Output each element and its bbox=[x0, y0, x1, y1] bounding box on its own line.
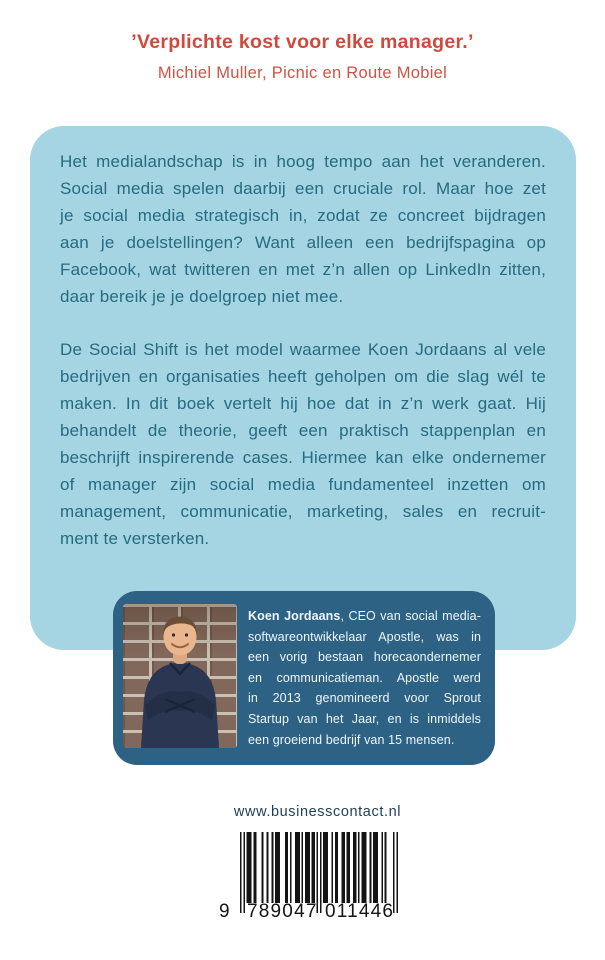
isbn-barcode bbox=[219, 832, 401, 924]
synopsis-paragraph-2 bbox=[60, 336, 546, 552]
publisher-website: www.businesscontact.nl bbox=[233, 804, 402, 820]
author-panel bbox=[113, 591, 495, 765]
isbn-group-1: 789047 bbox=[247, 901, 318, 922]
text-line: Het medialandschap is in hoog tempo aan het veranderen. bbox=[60, 152, 546, 171]
text-line: beschrijft inspirerende cases. Hiermee kan elke ondernemer bbox=[60, 448, 546, 467]
bio-line-first bbox=[248, 606, 481, 627]
text-line: aan je doelstellingen? Want alleen een bedrijfspagina op bbox=[60, 233, 546, 252]
text-line: een vorig bestaan horecaondernemer bbox=[248, 650, 481, 665]
text-line: of manager zijn social media fundamenteel inzetten om bbox=[60, 475, 546, 494]
text-line: softwareontwikkelaar Apostle, was in bbox=[248, 629, 481, 644]
text-line: Facebook, wat twitteren en met z’n allen op LinkedIn zitten, bbox=[60, 260, 546, 279]
text-line: behandelt de theorie, geeft een praktisch stappenplan en bbox=[60, 421, 546, 440]
text-line: maken. In dit boek vertelt hij hoe dat in z’n werk gaat. Hij bbox=[60, 394, 546, 413]
text-line: bedrijven en organisaties heeft geholpen om die slag wél te bbox=[60, 367, 546, 386]
author-bio bbox=[248, 606, 481, 750]
endorsement-attribution: Michiel Muller, Picnic en Route Mobiel bbox=[157, 64, 448, 82]
isbn-lead-digit: 9 bbox=[219, 901, 230, 922]
bio-first-line-rest: , CEO van social media- bbox=[340, 609, 481, 623]
synopsis-text-block bbox=[30, 126, 576, 552]
synopsis-panel bbox=[30, 126, 576, 650]
text-line: daar bereik je je doelgroep niet mee. bbox=[60, 287, 344, 306]
text-line: en communicatieman. Apostle werd bbox=[248, 670, 481, 685]
author-name: Koen Jordaans bbox=[248, 609, 341, 623]
text-line: in 2013 genomineerd voor Sprout bbox=[248, 691, 481, 706]
text-line: je social media strategisch in, zodat ze concreet bijdragen bbox=[60, 206, 546, 225]
text-line: De Social Shift is het model waarmee Koen Jordaans al vele bbox=[60, 340, 546, 359]
text-line: een groeiend bedrijf van 15 mensen. bbox=[248, 732, 455, 747]
text-line: Social media spelen daarbij een cruciale rol. Maar hoe zet bbox=[60, 179, 546, 198]
author-portrait-illustration bbox=[123, 604, 237, 748]
author-photo bbox=[123, 604, 237, 748]
text-line: ment te versterken. bbox=[60, 529, 210, 548]
synopsis-paragraph-1 bbox=[60, 148, 546, 310]
endorsement-quote: ’Verplichte kost voor elke manager.’ bbox=[131, 31, 474, 53]
text-line: Startup van het Jaar, en is inmiddels bbox=[248, 711, 481, 726]
isbn-group-2: 011446 bbox=[325, 901, 395, 922]
bio-lines bbox=[248, 627, 481, 751]
text-line: management, communicatie, marketing, sales en recruit- bbox=[60, 502, 546, 521]
